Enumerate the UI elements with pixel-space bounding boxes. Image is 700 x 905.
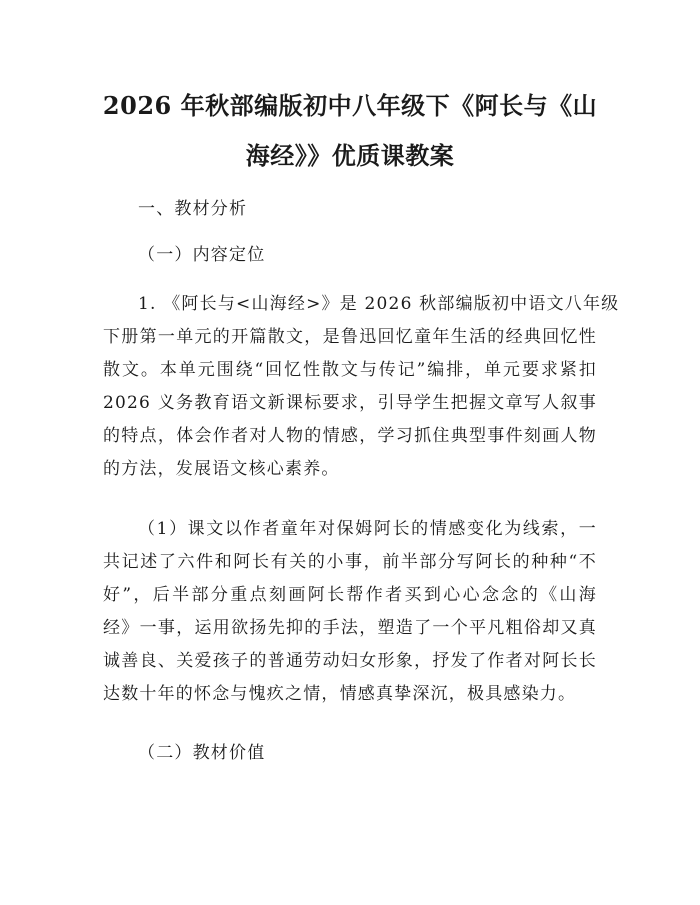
section-heading-1: 一、教材分析 bbox=[138, 199, 248, 219]
paragraph-1-line-2: 下册第一单元的开篇散文，是鲁迅回忆童年生活的经典回忆性 bbox=[103, 327, 597, 347]
section-heading-3: （二）教材价值 bbox=[138, 743, 266, 763]
paragraph-1-line-5: 的特点，体会作者对人物的情感，学习抓住典型事件刻画人物 bbox=[103, 426, 597, 446]
paragraph-2-line-2: 共记述了六件和阿长有关的小事，前半部分写阿长的种种“不 bbox=[103, 552, 597, 572]
section-heading-2: （一）内容定位 bbox=[138, 245, 266, 265]
doc-title-line-2: 海经》》优质课教案 bbox=[245, 141, 455, 170]
paragraph-2-line-6: 达数十年的怀念与愧疚之情，情感真挚深沉，极具感染力。 bbox=[103, 684, 577, 704]
doc-title-line-1: 2026 年秋部编版初中八年级下《阿长与《山 bbox=[102, 91, 598, 120]
paragraph-2-line-5: 诚善良、关爱孩子的普通劳动妇女形象，抒发了作者对阿长长 bbox=[103, 651, 597, 671]
paragraph-1-line-3: 散文。本单元围绕“回忆性散文与传记”编排，单元要求紧扣 bbox=[103, 360, 597, 380]
paragraph-2-line-4: 经》一事，运用欲扬先抑的手法，塑造了一个平凡粗俗却又真 bbox=[103, 618, 597, 638]
paragraph-1-line-6: 的方法，发展语文核心素养。 bbox=[103, 459, 340, 479]
paragraph-2-line-1: （1）课文以作者童年对保姆阿长的情感变化为线索，一 bbox=[138, 519, 597, 539]
paragraph-2-line-3: 好”，后半部分重点刻画阿长帮作者买到心心念念的《山海 bbox=[103, 585, 597, 605]
paragraph-1-line-4: 2026 义务教育语文新课标要求，引导学生把握文章写人叙事 bbox=[103, 393, 597, 413]
paragraph-1-line-1: 1. 《阿长与<山海经>》是 2026 秋部编版初中语文八年级 bbox=[138, 294, 620, 314]
